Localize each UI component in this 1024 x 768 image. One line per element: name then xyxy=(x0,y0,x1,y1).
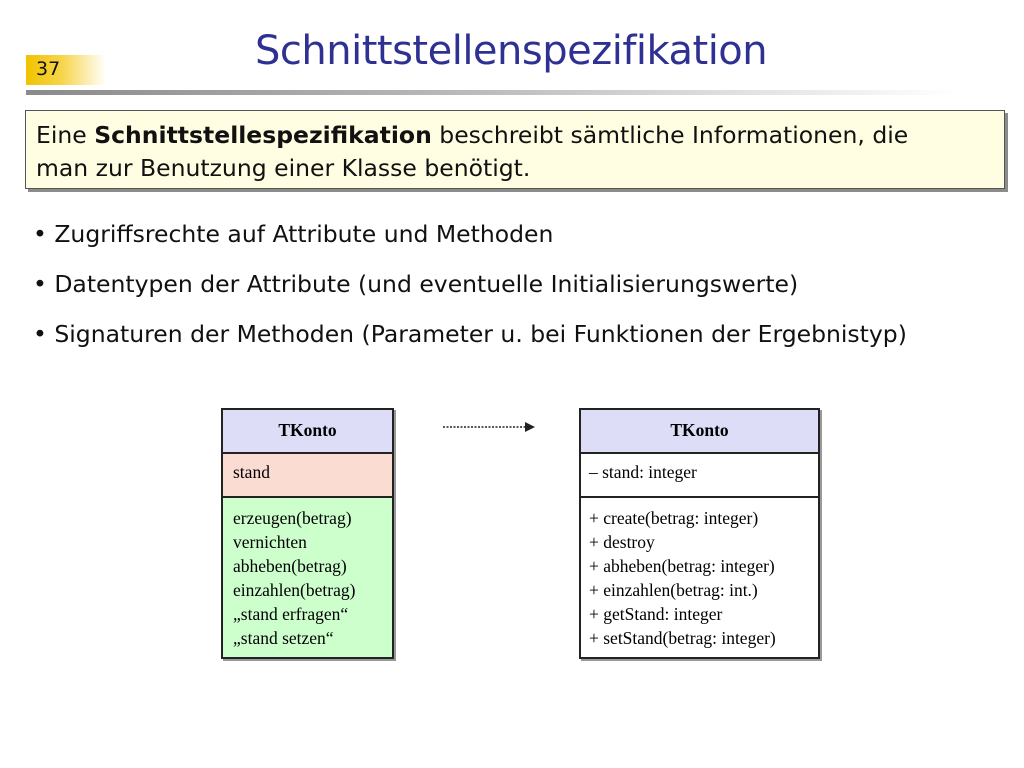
uml-class-informal xyxy=(221,408,394,659)
uml-method: „stand setzen“ xyxy=(233,628,334,648)
definition-rest: beschreibt sämtliche Informationen, die xyxy=(431,121,909,149)
uml-method: einzahlen(betrag) xyxy=(233,580,356,600)
uml-method: + setStand(betrag: integer) xyxy=(589,628,776,648)
page-title: Schnittstellenspezifikation xyxy=(255,28,768,74)
definition-prefix: Eine xyxy=(36,121,95,149)
uml-method: erzeugen(betrag) xyxy=(233,508,352,528)
uml-method: + einzahlen(betrag: int.) xyxy=(589,580,758,600)
bullet-item: • Signaturen der Methoden (Parameter u. bei Funktionen der Ergebnistyp) xyxy=(33,320,907,348)
definition-line2: man zur Benutzung einer Klasse benötigt. xyxy=(36,154,531,182)
uml-method: + create(betrag: integer) xyxy=(589,508,759,528)
uml-method: + abheben(betrag: integer) xyxy=(589,556,775,576)
uml-methods xyxy=(581,498,818,657)
bullet-item: • Datentypen der Attribute (und eventuelle Initialisierungswerte) xyxy=(33,270,799,298)
bullet-item: • Zugriffsrechte auf Attribute und Methoden xyxy=(33,220,554,248)
uml-methods xyxy=(223,498,392,657)
uml-method: + destroy xyxy=(589,532,655,552)
uml-method: vernichten xyxy=(233,532,307,552)
uml-attribute: stand xyxy=(233,462,270,482)
uml-class-name: TKonto xyxy=(223,410,392,454)
uml-class-specified xyxy=(579,408,820,659)
uml-method: + getStand: integer xyxy=(589,604,723,624)
uml-attributes xyxy=(223,454,392,498)
uml-class-name: TKonto xyxy=(581,410,818,454)
uml-attributes xyxy=(581,454,818,498)
definition-term: Schnittstellespezifikation xyxy=(94,121,432,149)
refinement-arrow xyxy=(443,420,535,434)
uml-method: abheben(betrag) xyxy=(233,556,347,576)
title-divider xyxy=(26,90,956,95)
uml-attribute: – stand: integer xyxy=(589,462,697,482)
slide-number: 37 xyxy=(36,58,61,80)
slide-number-badge xyxy=(26,55,106,85)
definition-box xyxy=(25,110,1005,189)
uml-method: „stand erfragen“ xyxy=(233,604,349,624)
